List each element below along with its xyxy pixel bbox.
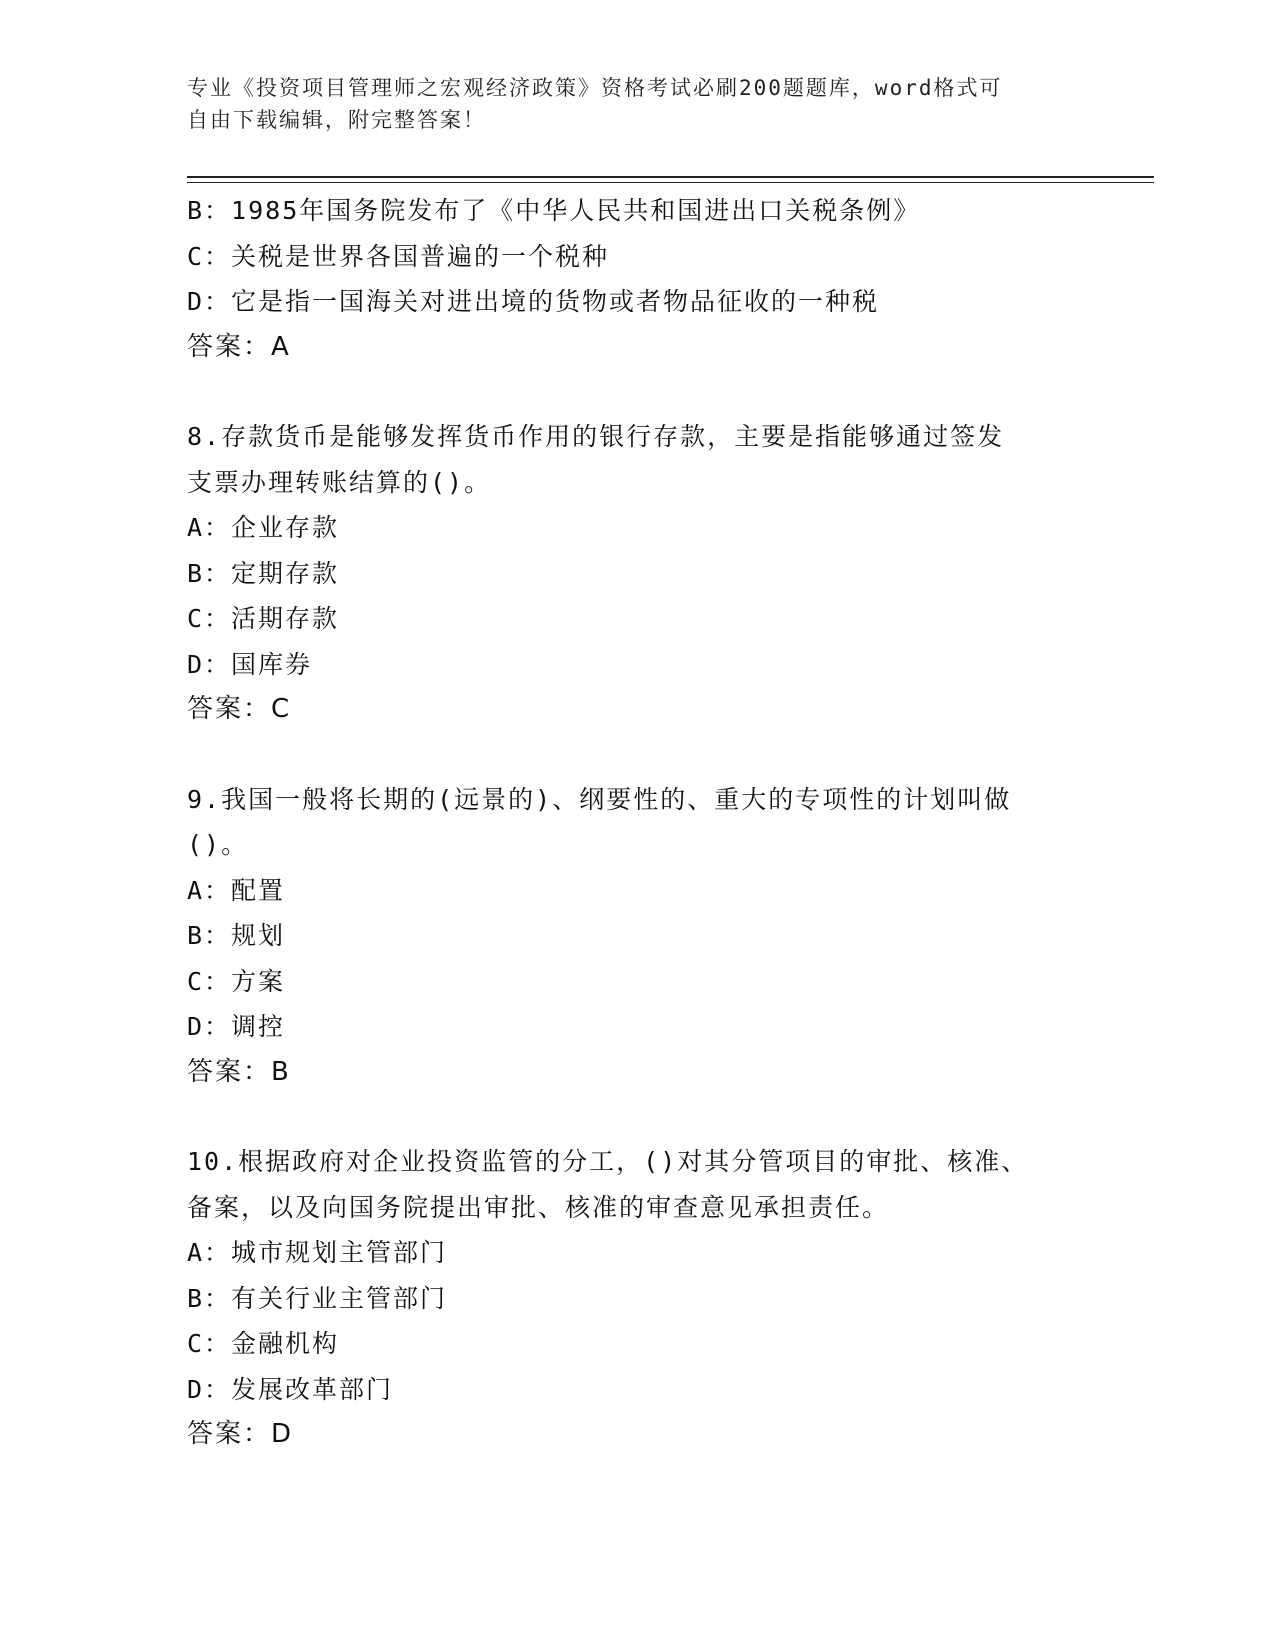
header-line-2: 自由下载编辑，附完整答案！ — [187, 108, 486, 132]
spacer — [187, 1095, 1067, 1139]
q10-option-b: B：有关行业主管部门 — [187, 1283, 448, 1313]
q8-option-a: A：企业存款 — [187, 513, 340, 542]
q8-option-b: B：定期存款 — [187, 558, 340, 588]
header-line-1: 专业《投资项目管理师之宏观经济政策》资格考试必刷200题题库，word格式可 — [187, 76, 1003, 100]
q8-stem-line-1: 8.存款货币是能够发挥货币作用的银行存款，主要是指能够通过签发 — [187, 422, 1005, 451]
q9-option-d: D：调控 — [187, 1012, 286, 1041]
question-9 — [187, 777, 1067, 1096]
q8-option-c: C：活期存款 — [187, 604, 340, 633]
q9-stem-line-1: 9.我国一般将长期的(远景的)、纲要性的、重大的专项性的计划叫做 — [187, 784, 1012, 814]
q9-option-b: B：规划 — [187, 921, 286, 950]
q10-option-a: A：城市规划主管部门 — [187, 1238, 448, 1267]
q10-option-c: C：金融机构 — [187, 1329, 340, 1358]
question-8 — [187, 414, 1067, 733]
q7-option-d: D：它是指一国海关对进出境的货物或者物品征收的一种税 — [187, 287, 880, 316]
question-7 — [187, 188, 1067, 370]
q10-stem-line-2: 备案，以及向国务院提出审批、核准的审查意见承担责任。 — [187, 1192, 890, 1222]
q7-answer: 答案：A — [187, 331, 291, 362]
q8-option-d: D：国库券 — [187, 649, 313, 679]
q9-stem-line-2: ()。 — [187, 830, 249, 859]
q10-stem-line-1: 10.根据政府对企业投资监管的分工，()对其分管项目的审批、核准、 — [187, 1147, 1029, 1176]
q10-option-d: D：发展改革部门 — [187, 1374, 394, 1404]
q8-answer: 答案：C — [187, 694, 292, 724]
spacer — [187, 370, 1067, 414]
q7-option-b: B：1985年国务院发布了《中华人民共和国进出口关税条例》 — [187, 196, 921, 225]
q7-option-c: C：关税是世界各国普遍的一个税种 — [187, 241, 610, 271]
q9-option-c: C：方案 — [187, 966, 286, 996]
header-divider-thick — [187, 176, 1154, 178]
question-list — [187, 188, 1067, 1458]
q9-option-a: A：配置 — [187, 875, 286, 905]
q8-stem-line-2: 支票办理转账结算的()。 — [187, 467, 492, 497]
header-divider-thin — [187, 182, 1154, 183]
question-10 — [187, 1139, 1067, 1458]
q10-answer: 答案：D — [187, 1419, 294, 1449]
document-header — [187, 72, 1067, 136]
q9-answer: 答案：B — [187, 1056, 291, 1087]
spacer — [187, 733, 1067, 777]
